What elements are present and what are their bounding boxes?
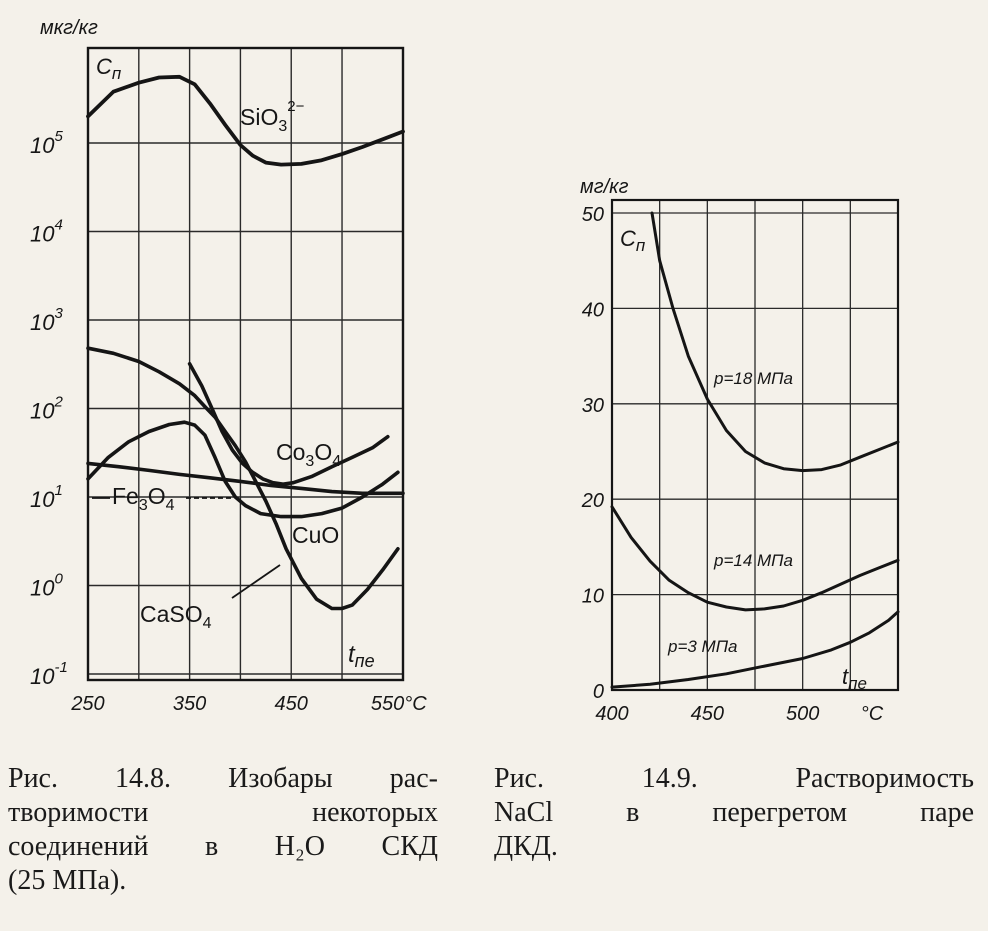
y-tick-exponent: 4 xyxy=(54,216,63,234)
caption-line: (25 МПа). xyxy=(8,865,127,896)
y-tick-exponent: 2 xyxy=(54,393,63,411)
chem-main: SiO xyxy=(240,104,279,130)
leader-line xyxy=(232,565,280,598)
y-tick-label xyxy=(30,659,68,689)
y-tick-base: 10 xyxy=(30,487,55,512)
x-symbol-label xyxy=(348,641,375,671)
series-line-p-18- xyxy=(652,213,898,471)
symbol-subscript: п xyxy=(111,64,122,83)
y-tick-label: 10 xyxy=(581,585,604,608)
y-tick-exponent: 0 xyxy=(54,570,63,588)
symbol-subscript: пе xyxy=(354,651,375,671)
y-tick-label xyxy=(30,217,63,247)
chem-subscript: 3 xyxy=(278,118,288,135)
y-tick-exponent: 3 xyxy=(54,305,63,322)
chem-main: Fe xyxy=(112,483,139,509)
y-tick-label: 0 xyxy=(592,681,604,703)
x-tick-label: 500 xyxy=(785,703,820,725)
y-tick-label xyxy=(30,571,63,601)
chem-superscript: 2− xyxy=(287,98,305,115)
chem-main: O xyxy=(147,483,166,509)
series-label-sio3 xyxy=(240,98,305,135)
y-tick-label xyxy=(30,305,63,335)
x-tick-label: 400 xyxy=(595,703,629,725)
y-tick-base: 10 xyxy=(30,398,55,424)
y-tick-exponent: -1 xyxy=(54,659,68,676)
chem-main: CuO xyxy=(292,522,340,548)
chem-main: Co xyxy=(276,439,306,465)
symbol-main: C xyxy=(620,226,636,251)
chem-subscript: 4 xyxy=(332,453,342,470)
symbol-main: t xyxy=(842,664,849,689)
y-tick-base: 10 xyxy=(30,664,55,689)
symbol-subscript: пе xyxy=(848,674,867,693)
y-tick-label: 40 xyxy=(581,299,604,322)
caption-line: NaCl в перегретом паре xyxy=(494,797,974,828)
chem-subscript: 3 xyxy=(305,453,315,470)
symbol-main: t xyxy=(348,641,355,668)
chem-main: O xyxy=(314,439,333,465)
y-tick-label xyxy=(30,394,63,424)
x-symbol-label xyxy=(842,664,867,693)
y-tick-exponent: 5 xyxy=(54,128,63,145)
y-tick-base: 10 xyxy=(30,221,55,247)
series-label-fe3o4 xyxy=(112,483,175,514)
series-label-cuo xyxy=(292,522,339,548)
y-tick-exponent: 1 xyxy=(54,482,63,499)
chem-subscript: 4 xyxy=(165,497,175,514)
y-symbol-label xyxy=(620,226,646,255)
series-label-caso4 xyxy=(140,601,212,632)
x-tick-label: 250 xyxy=(71,693,105,715)
x-unit-label: °C xyxy=(860,703,884,725)
caption-line: ДКД. xyxy=(494,831,558,862)
x-tick-label: 450 xyxy=(274,693,308,715)
y-tick-base: 10 xyxy=(30,133,55,158)
y-tick-label: 30 xyxy=(581,394,604,417)
y-unit-label: мг/кг xyxy=(580,176,629,198)
caption-line: творимости некоторых xyxy=(8,797,438,828)
series-label-p14: p=14 МПа xyxy=(714,551,793,570)
series-label-p3: p=3 МПа xyxy=(668,637,738,656)
x-tick-label: 550°C xyxy=(370,693,427,715)
y-tick-label xyxy=(30,482,63,512)
caption-line: соединений в H₂O СКД xyxy=(8,831,438,862)
chem-subscript: 4 xyxy=(202,615,212,632)
symbol-main: C xyxy=(96,54,112,79)
x-tick-label: 350 xyxy=(172,693,207,715)
symbol-subscript: п xyxy=(635,236,646,255)
y-unit-label: мкг/кг xyxy=(40,17,98,39)
caption-line: Рис. 14.8. Изобары рас- xyxy=(8,763,438,794)
y-symbol-label xyxy=(96,54,122,83)
chem-main: CaSO xyxy=(140,601,203,627)
y-tick-label xyxy=(30,128,63,158)
x-tick-label: 450 xyxy=(690,703,725,725)
y-tick-label: 20 xyxy=(581,490,604,513)
series-line-caso4 xyxy=(88,348,398,608)
series-label-co3o4 xyxy=(276,439,341,470)
caption-fig-14-9 xyxy=(494,762,974,864)
y-tick-base: 10 xyxy=(30,310,55,335)
y-tick-base: 10 xyxy=(30,575,55,601)
chem-subscript: 3 xyxy=(138,497,148,514)
series-label-p18: p=18 МПа xyxy=(714,369,793,388)
caption-line: Рис. 14.9. Растворимость xyxy=(494,763,974,794)
caption-fig-14-8 xyxy=(8,762,438,898)
y-tick-label: 50 xyxy=(581,204,604,226)
